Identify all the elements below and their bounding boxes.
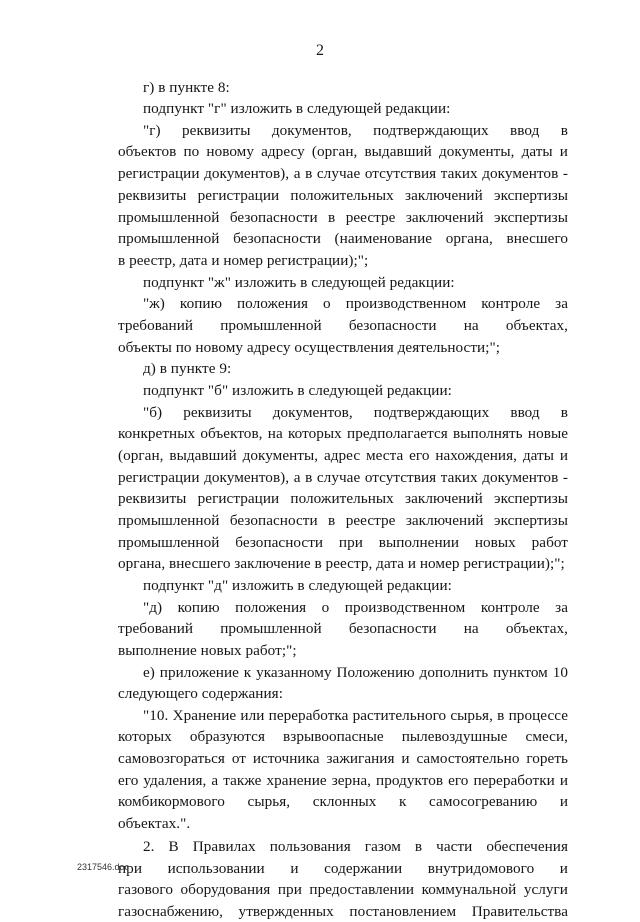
text-line: 2. В Правилах пользования газом в части обеспечения	[143, 838, 568, 855]
text-line: промышленной безопасности (наименование органа, внесшего	[118, 230, 568, 247]
text-line: подпункт "д" изложить в следующей редакции:	[143, 577, 452, 594]
text-line: подпункт "б" изложить в следующей редакции:	[143, 382, 452, 399]
text-line: регистрации документов), а в случае отсутствия таких документов -	[118, 469, 568, 486]
text-line: газового оборудования при предоставлении коммунальной услуги	[118, 881, 568, 898]
text-line: следующего содержания:	[118, 685, 283, 702]
page-number: 2	[316, 42, 324, 59]
text-line: г) в пункте 8:	[143, 79, 230, 96]
text-line: требований промышленной безопасности на объектах,	[118, 620, 568, 637]
text-line: газоснабжению, утвержденных постановлением Правительства	[118, 903, 568, 920]
text-line: которых образуются взрывоопасные пылевоздушные смеси,	[118, 728, 568, 745]
text-line: объектах.".	[118, 815, 191, 832]
text-line: подпункт "г" изложить в следующей редакции:	[143, 100, 451, 117]
text-line: "10. Хранение или переработка растительного сырья, в процессе	[143, 707, 568, 724]
text-line: промышленной безопасности при выполнении новых работ	[118, 534, 568, 551]
text-line: "ж) копию положения о производственном контроле за	[143, 295, 568, 312]
text-line: конкретных объектов, на которых предполагается выполнять новые	[118, 425, 568, 442]
text-line: требований промышленной безопасности на объектах,	[118, 317, 568, 334]
text-line: объектов по новому адресу (орган, выдавший документы, даты и	[118, 143, 568, 160]
text-line: регистрации документов), а в случае отсутствия таких документов -	[118, 165, 568, 182]
file-name-footer: 2317546.doc	[77, 862, 130, 872]
text-line: при использовании и содержании внутридомового и	[118, 860, 568, 877]
text-line: д) в пункте 9:	[143, 360, 232, 377]
text-line: реквизиты регистрации положительных заключений экспертизы	[118, 187, 568, 204]
text-line: "г) реквизиты документов, подтверждающих ввод в	[143, 122, 568, 139]
text-line: его удаления, а также хранение зерна, продуктов его переработки и	[118, 772, 568, 789]
text-line: выполнение новых работ;";	[118, 642, 297, 659]
text-line: в реестр, дата и номер регистрации);";	[118, 252, 369, 269]
text-line: подпункт "ж" изложить в следующей редакции:	[143, 274, 455, 291]
text-line: комбикормового сырья, склонных к самосогреванию и	[118, 793, 568, 810]
text-line: самовозгораться от источника зажигания и самостоятельно гореть	[118, 750, 568, 767]
text-line: объекты по новому адресу осуществления деятельности;";	[118, 339, 500, 356]
text-line: (орган, выдавший документы, адрес места его нахождения, даты и	[118, 447, 568, 464]
text-line: органа, внесшего заключение в реестр, дата и номер регистрации);";	[118, 555, 565, 572]
text-line: "д) копию положения о производственном контроле за	[143, 599, 568, 616]
text-line: е) приложение к указанному Положению дополнить пунктом 10	[143, 664, 568, 681]
text-line: промышленной безопасности в реестре заключений экспертизы	[118, 512, 568, 529]
text-line: реквизиты регистрации положительных заключений экспертизы	[118, 490, 568, 507]
text-line: промышленной безопасности в реестре заключений экспертизы	[118, 209, 568, 226]
text-line: "б) реквизиты документов, подтверждающих ввод в	[143, 404, 568, 421]
